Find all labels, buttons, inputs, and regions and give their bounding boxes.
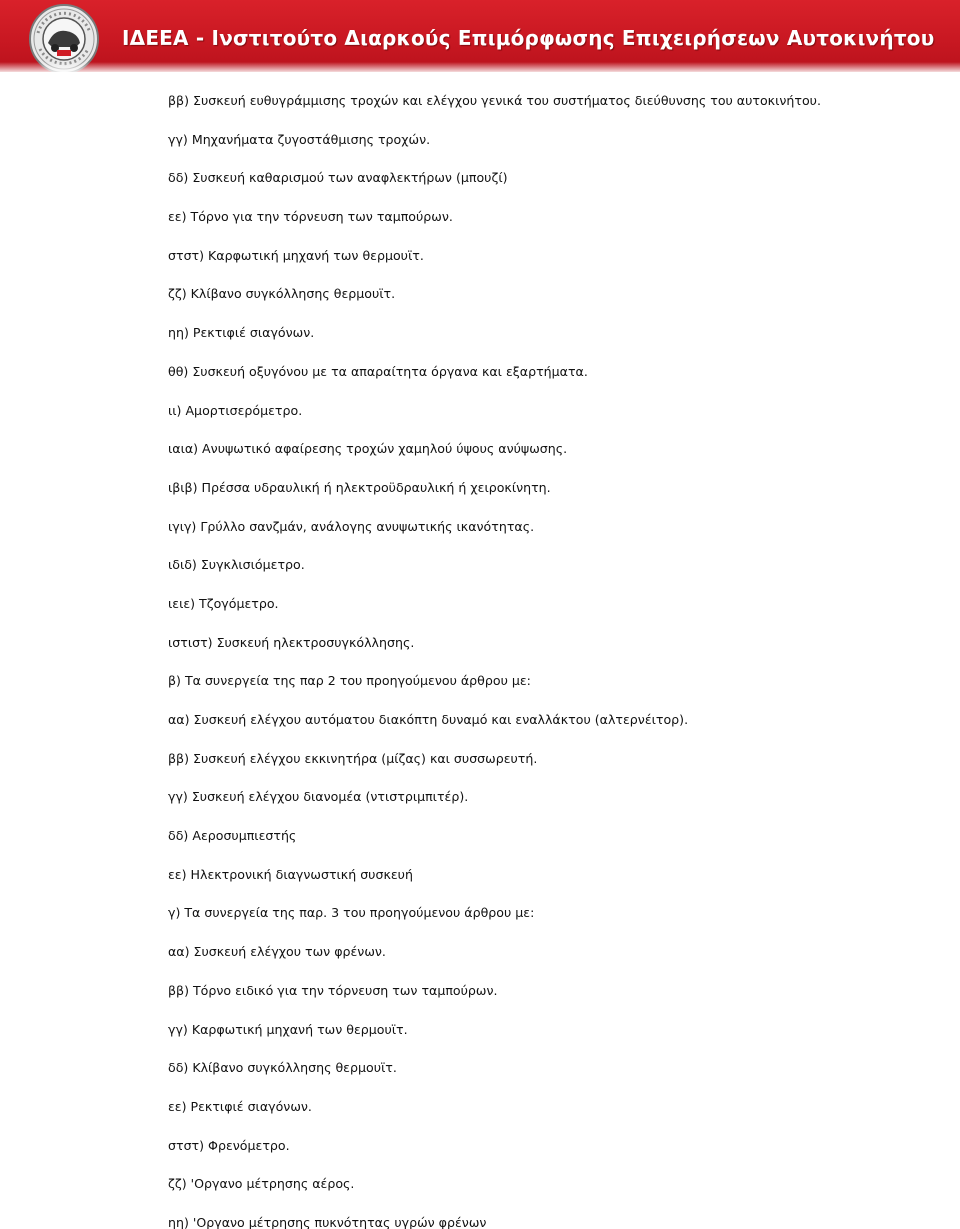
list-item: εε) Τόρνο για την τόρνευση των ταμπούρων. bbox=[168, 209, 453, 225]
list-item: αα) Συσκευή ελέγχου των φρένων. bbox=[168, 944, 386, 960]
list-item: δδ) Κλίβανο συγκόλλησης θερμουϊτ. bbox=[168, 1060, 397, 1076]
list-item: εε) Ηλεκτρονική διαγνωστική συσκευή bbox=[168, 866, 413, 882]
list-item: θθ) Συσκευή οξυγόνου με τα απαραίτητα όργανα και εξαρτήματα. bbox=[168, 363, 588, 379]
list-item: ιειε) Τζογόμετρο. bbox=[168, 595, 279, 611]
list-item: γ) Τα συνεργεία της παρ. 3 του προηγούμενου άρθρου με: bbox=[168, 905, 535, 921]
list-item: στστ) Φρενόμετρο. bbox=[168, 1137, 290, 1153]
list-item: εε) Ρεκτιφιέ σιαγόνων. bbox=[168, 1098, 312, 1114]
list-item: ιστιστ) Συσκευή ηλεκτροσυγκόλλησης. bbox=[168, 634, 415, 650]
list-item: ζζ) Κλίβανο συγκόλλησης θερμουϊτ. bbox=[168, 286, 396, 302]
list-item: στστ) Καρφωτική μηχανή των θερμουϊτ. bbox=[168, 247, 424, 263]
list-item: ββ) Τόρνο ειδικό για την τόρνευση των ταμπούρων. bbox=[168, 982, 498, 998]
list-item: ζζ) 'Οργανο μέτρησης αέρος. bbox=[168, 1176, 355, 1192]
list-item: β) Τα συνεργεία της παρ 2 του προηγούμενου άρθρου με: bbox=[168, 673, 531, 689]
list-item: ιι) Αμορτισερόμετρο. bbox=[168, 402, 303, 418]
list-item: δδ) Συσκευή καθαρισμού των αναφλεκτήρων (μπουζί) bbox=[168, 170, 508, 186]
list-item: ββ) Συσκευή ελέγχου εκκινητήρα (μίζας) και συσσωρευτή. bbox=[168, 750, 538, 766]
page-title: ΙΔΕΕΑ - Ινστιτούτο Διαρκούς Επιμόρφωσης Επιχειρήσεων Αυτοκινήτου bbox=[122, 26, 935, 50]
list-item: γγ) Καρφωτική μηχανή των θερμουϊτ. bbox=[168, 1021, 408, 1037]
list-item: ιδιδ) Συγκλισιόμετρο. bbox=[168, 557, 305, 573]
list-item: γγ) Συσκευή ελέγχου διανομέα (ντιστριμπιτέρ). bbox=[168, 789, 469, 805]
list-item: δδ) Αεροσυμπιεστής bbox=[168, 828, 297, 844]
list-item: γγ) Μηχανήματα ζυγοστάθμισης τροχών. bbox=[168, 131, 431, 147]
list-item: ιγιγ) Γρύλλο σανζμάν, ανάλογης ανυψωτικής ικανότητας. bbox=[168, 518, 535, 534]
list-item: ηη) Ρεκτιφιέ σιαγόνων. bbox=[168, 325, 315, 341]
equipment-list bbox=[168, 91, 948, 1229]
list-item: αα) Συσκευή ελέγχου αυτόματου διακόπτη δυναμό και εναλλάκτου (αλτερνέιτορ). bbox=[168, 712, 689, 727]
list-item: ιαια) Ανυψωτικό αφαίρεσης τροχών χαμηλού ύψους ανύψωσης. bbox=[168, 441, 568, 457]
list-item: ββ) Συσκευή ευθυγράμμισης τροχών και ελέγχου γενικά του συστήματος διεύθυνσης του αυτοκινήτου. bbox=[168, 93, 821, 108]
institute-seal-logo-icon bbox=[28, 3, 100, 72]
header-banner bbox=[0, 0, 960, 72]
list-item: ηη) 'Οργανο μέτρησης πυκνότητας υγρών φρένων bbox=[168, 1214, 487, 1229]
list-item: ιβιβ) Πρέσσα υδραυλική ή ηλεκτροϋδραυλική ή χειροκίνητη. bbox=[168, 479, 551, 495]
